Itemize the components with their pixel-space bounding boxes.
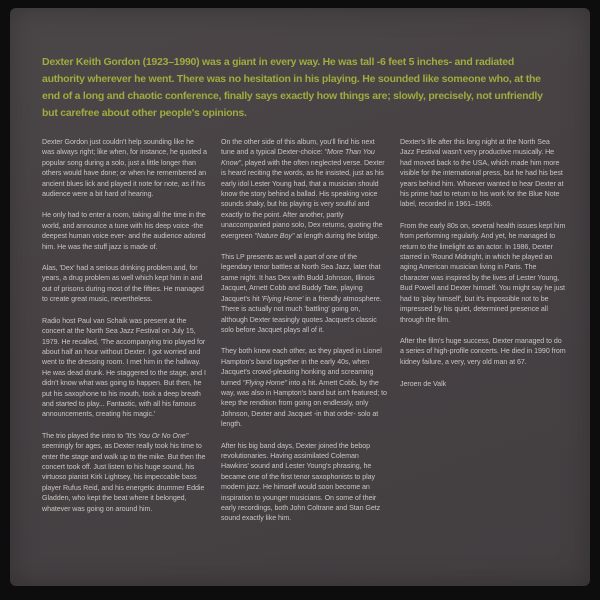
liner-notes-paragraph: Dexter Gordon just couldn't help sounding like he was always right; like when, for instance, he quoted a popular song during a solo, just a little longer than others would have done; or when he remembered an ancient blues lick and played it note for note, as if his audience were a bit hard of hearing.: [42, 138, 207, 199]
liner-notes-paragraph: This LP presents as well a part of one of the legendary tenor battles at North Sea Jazz, later that same night. It has Dex with Budd Johnson, Illinois Jacquet, Arnett Cobb and Buddy Tate, playing Jacquet's hit 'Flying Home' in a friendly atmosphere. There is actually not much 'battling' going on, although Dexter teasingly quotes Jacquet's classic solo before Jacquet plays all of it.: [221, 253, 382, 334]
liner-notes-paragraph: Radio host Paul van Schaik was present at the concert at the North Sea Jazz Festival on July 15, 1979. He recalled, 'The accompanying trio played for about half an hour without Dexter. I got worried and went to the dressing room. I met him in the hallway. He was dead drunk. He staggered to the stage, and I didn't know what was going to happen. But then, he put his saxophone to his mouth, took a deep breath and started to play... Fantastic, with all his famous announcements, creating his magic.': [42, 316, 206, 419]
liner-notes-paragraph: After his big band days, Dexter joined the bebop revolutionaries. Having assimilated Coleman Hawkins' sound and Lester Young's phrasing, he became one of the first tenor saxophonists to play modern jazz. He himself would soon become an inspiration to younger musicians. On some of their early recordings, both John Coltrane and Stan Getz sound exactly like him.: [221, 441, 381, 523]
liner-notes-paragraph: The trio played the intro to "It's You Or No One" seemingly for ages, as Dexter really took his time to enter the stage and walk up to the mike. But then the concert took off. Just listen to his huge sound, his virtuoso pianist Kirk Lightsey, his impeccable bass player Rufus Reid, and his energetic drummer Eddie Gladden, who kept the beat where it belonged, whatever was going on around him.: [42, 431, 206, 513]
liner-notes-column-2: [221, 137, 387, 535]
intro-paragraph: Dexter Keith Gordon (1923–1990) was a giant in every way. He was tall -6 feet 5 inches- and radiated authority wherever he went. There was no hesitation in his playing. He sounded like someone who, at the end of a long and chaotic conference, finally says exactly how things are; slowly, precisely, not unfriendly but carefree about other people's opinions.: [42, 56, 543, 119]
album-back-cover: [10, 8, 590, 586]
liner-notes-paragraph: On the other side of this album, you'll find his next tune and a typical Dexter-choice: "More Than You Know", played with the often neglected verse. Dexter is heard reciting the words, as he insisted, just as his early idol Lester Young had, that a musician should know the story behind a ballad. His speaking voice sounds shaky, but his playing is very soulful and exactly to the point. After another, partly unaccompanied piano solo, Dex returns, quoting the evergreen "Nature Boy" at length during the bridge.: [221, 138, 385, 240]
liner-notes-paragraph: From the early 80s on, several health issues kept him from performing regularly. And yet, he managed to return to the limelight as an actor. In 1986, Dexter starred in 'Round Midnight, in which he played an aging American musician living in Paris. The character was inspired by the lives of Lester Young, Bud Powell and Dexter himself. You might say he just had to 'play himself', but it's impossible not to be impressed by his quiet, determined presence all through the film.: [400, 221, 566, 324]
author-credit: Jeroen de Valk: [400, 380, 447, 389]
liner-notes-paragraph: They both knew each other, as they played in Lionel Hampton's band together in the early 40s, when Jacquet's crowd-pleasing honking and screaming turned "Flying Home" into a hit. Arnett Cobb, by the way, was also in Hampton's band but isn't featured; to keep the rendition from going on endlessly, only Johnson, Dexter and Jacquet -in that order- solo at length.: [221, 347, 387, 429]
liner-notes-columns: [42, 137, 566, 535]
liner-notes-paragraph: Dexter's life after this long night at the North Sea Jazz Festival wasn't very productive musically. He had moved back to the USA, which made him more visible for the international press, but he had his best years behind him. Whoever wanted to hear Dexter at his prime had to return to his work for the Blue Note label, recorded in 1961–1965.: [400, 138, 564, 209]
liner-notes-column-3: [400, 137, 566, 535]
liner-notes-paragraph: He only had to enter a room, taking all the time in the world, and announce a tune with his deep voice -the deepest human voice ever- and the audience adored him. He was the stuff jazz is made of.: [42, 211, 206, 251]
liner-notes-paragraph: After the film's huge success, Dexter managed to do a series of high-profile concerts. He died in 1990 from kidney failure, a very, very old man at 67.: [400, 336, 566, 366]
liner-notes-paragraph: Alas, 'Dex' had a serious drinking problem and, for years, a drug problem as well which kept him in and out of prisons during most of the fifties. He managed to create great music, nevertheless.: [42, 264, 204, 304]
liner-notes-column-1: [42, 137, 208, 535]
